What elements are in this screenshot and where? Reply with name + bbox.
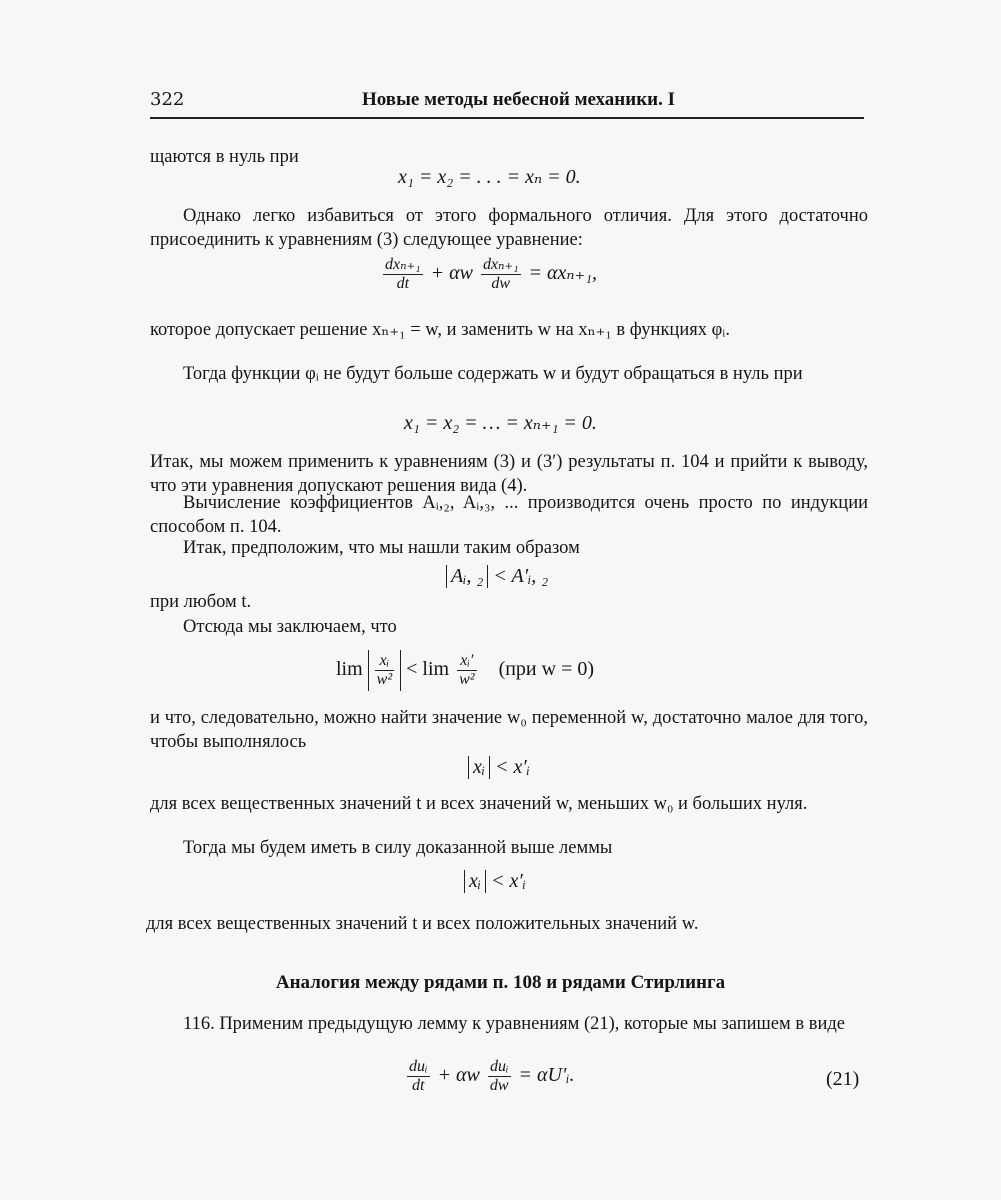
equation: x₁ = x₂ = . . . = xₙ = 0. xyxy=(398,166,581,188)
fraction: $\frac{\text{dxₙ₊₁}}{dt}$ xyxy=(385,256,421,292)
running-title: Новые методы небесной механики. I xyxy=(362,89,675,110)
paragraph: Отсюда мы заключаем, что xyxy=(183,617,397,637)
equation: Aᵢ, ₂ < A′ᵢ, ₂ xyxy=(446,565,548,588)
paragraph: Итак, мы можем применить к уравнениям (3) и (3′) результаты п. 104 и прийти к выводу, что эти уравнения допускают решения вида (4). xyxy=(150,452,868,496)
equation: xᵢ < x′ᵢ xyxy=(468,756,530,779)
paragraph: при любом t. xyxy=(150,592,252,612)
paragraph: 116. Применим предыдущую лемму к уравнениям (21), которые мы запишем в виде xyxy=(183,1014,845,1034)
page-number: 322 xyxy=(150,89,185,110)
equation-label: (21) xyxy=(826,1068,860,1090)
paragraph: для всех вещественных значений t и всех значений w, меньших w₀ и больших нуля. xyxy=(150,794,808,814)
paragraph: Итак, предположим, что мы нашли таким образом xyxy=(183,538,580,558)
paragraph: Однако легко избавиться от этого формального отличия. Для этого достаточно присоединить к уравнениям (3) следующее уравнение: xyxy=(150,206,868,250)
paragraph: для всех вещественных значений t и всех положительных значений w. xyxy=(146,914,699,934)
section-title: Аналогия между рядами п. 108 и рядами Стирлинга xyxy=(275,972,726,993)
paragraph: и что, следовательно, можно найти значение w₀ переменной w, достаточно малое для того, чтобы выполнялось xyxy=(150,708,868,752)
equation: lim $\frac{\text{xᵢ}}{\text{w²}}$ < lim $\frac{\text{xᵢ′}}{\text{w²}}$ (при w = 0) xyxy=(336,650,594,691)
equation: xᵢ < x′ᵢ xyxy=(464,870,526,893)
paragraph: которое допускает решение xₙ₊₁ = w, и заменить w на xₙ₊₁ в функциях φᵢ. xyxy=(150,320,730,340)
equation: $\frac{\text{duᵢ}}{dt}$ + αw $\frac{\text{duᵢ}}{dw}$ = αU′ᵢ. xyxy=(409,1058,575,1094)
equation: x₁ = x₂ = … = xₙ₊₁ = 0. xyxy=(404,412,597,434)
paragraph: Вычисление коэффициентов Aᵢ,₂, Aᵢ,₃, ... производится очень просто по индукции способом п. 104. xyxy=(150,493,868,537)
paragraph: щаются в нуль при xyxy=(150,147,299,167)
fraction: $\frac{\text{dxₙ₊₁}}{dw}$ xyxy=(482,256,519,292)
paragraph: Тогда функции φᵢ не будут больше содержать w и будут обращаться в нуль при xyxy=(183,364,803,384)
header-rule xyxy=(150,117,864,119)
equation: $\frac{\text{dxₙ₊₁}}{dt}$ + αw $\frac{\text{dxₙ₊₁}}{dw}$ = αxₙ₊₁, xyxy=(385,256,598,292)
paragraph: Тогда мы будем иметь в силу доказанной выше леммы xyxy=(183,838,613,858)
